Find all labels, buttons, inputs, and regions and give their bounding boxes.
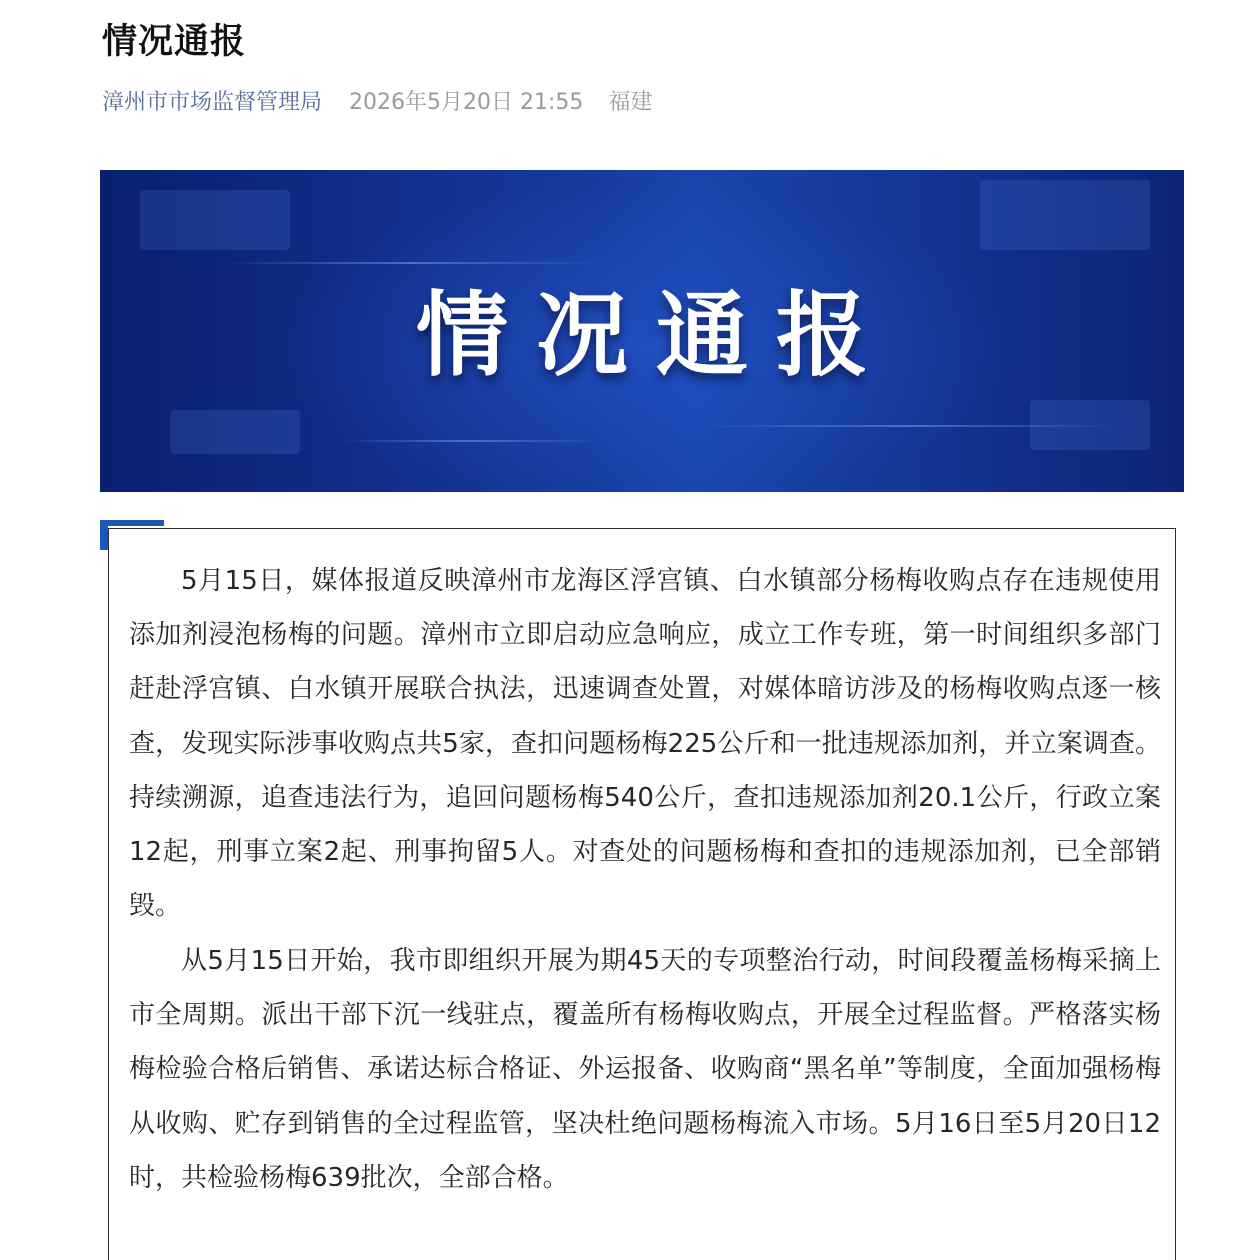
banner-image xyxy=(100,170,1184,492)
account-name-link[interactable]: 漳州市市场监督管理局 xyxy=(102,90,323,115)
banner-light-streak xyxy=(340,440,600,442)
banner-decoration xyxy=(980,180,1150,250)
banner-light-streak xyxy=(220,262,600,264)
banner-title: 情况通报 xyxy=(415,282,896,389)
banner-decoration xyxy=(170,410,300,454)
article-body-frame xyxy=(108,528,1176,1260)
publish-datetime: 2026年5月20日 21:55 xyxy=(349,90,584,115)
banner-decoration xyxy=(140,190,290,250)
banner-light-streak xyxy=(700,425,1120,427)
article-title: 情况通报 xyxy=(102,22,247,62)
body-paragraph: 从5月15日开始，我市即组织开展为期45天的专项整治行动，时间段覆盖杨梅采摘上市全周期。派出干部下沉一线驻点，覆盖所有杨梅收购点，开展全过程监督。严格落实杨梅检验合格后销售、承诺达标合格证、外运报备、收购商“黑名单”等制度，全面加强杨梅从收购、贮存到销售的全过程监管，坚决杜绝问题杨梅流入市场。5月16日至5月20日12时，共检验杨梅639批次，全部合格。 xyxy=(129,946,1161,1193)
publish-location: 福建 xyxy=(608,90,653,115)
article-meta xyxy=(102,84,652,122)
body-paragraph: 5月15日，媒体报道反映漳州市龙海区浮宫镇、白水镇部分杨梅收购点存在违规使用添加剂浸泡杨梅的问题。漳州市立即启动应急响应，成立工作专班，第一时间组织多部门赶赴浮宫镇、白水镇开展联合执法，迅速调查处置，对媒体暗访涉及的杨梅收购点逐一核查，发现实际涉事收购点共5家，查扣问题杨梅225公斤和一批违规添加剂，并立案调查。持续溯源，追查违法行为，追回问题杨梅540公斤，查扣违规添加剂20.1公斤，行政立案12起，刑事立案2起、刑事拘留5人。对查处的问题杨梅和查扣的违规添加剂，已全部销毁。 xyxy=(129,566,1161,922)
